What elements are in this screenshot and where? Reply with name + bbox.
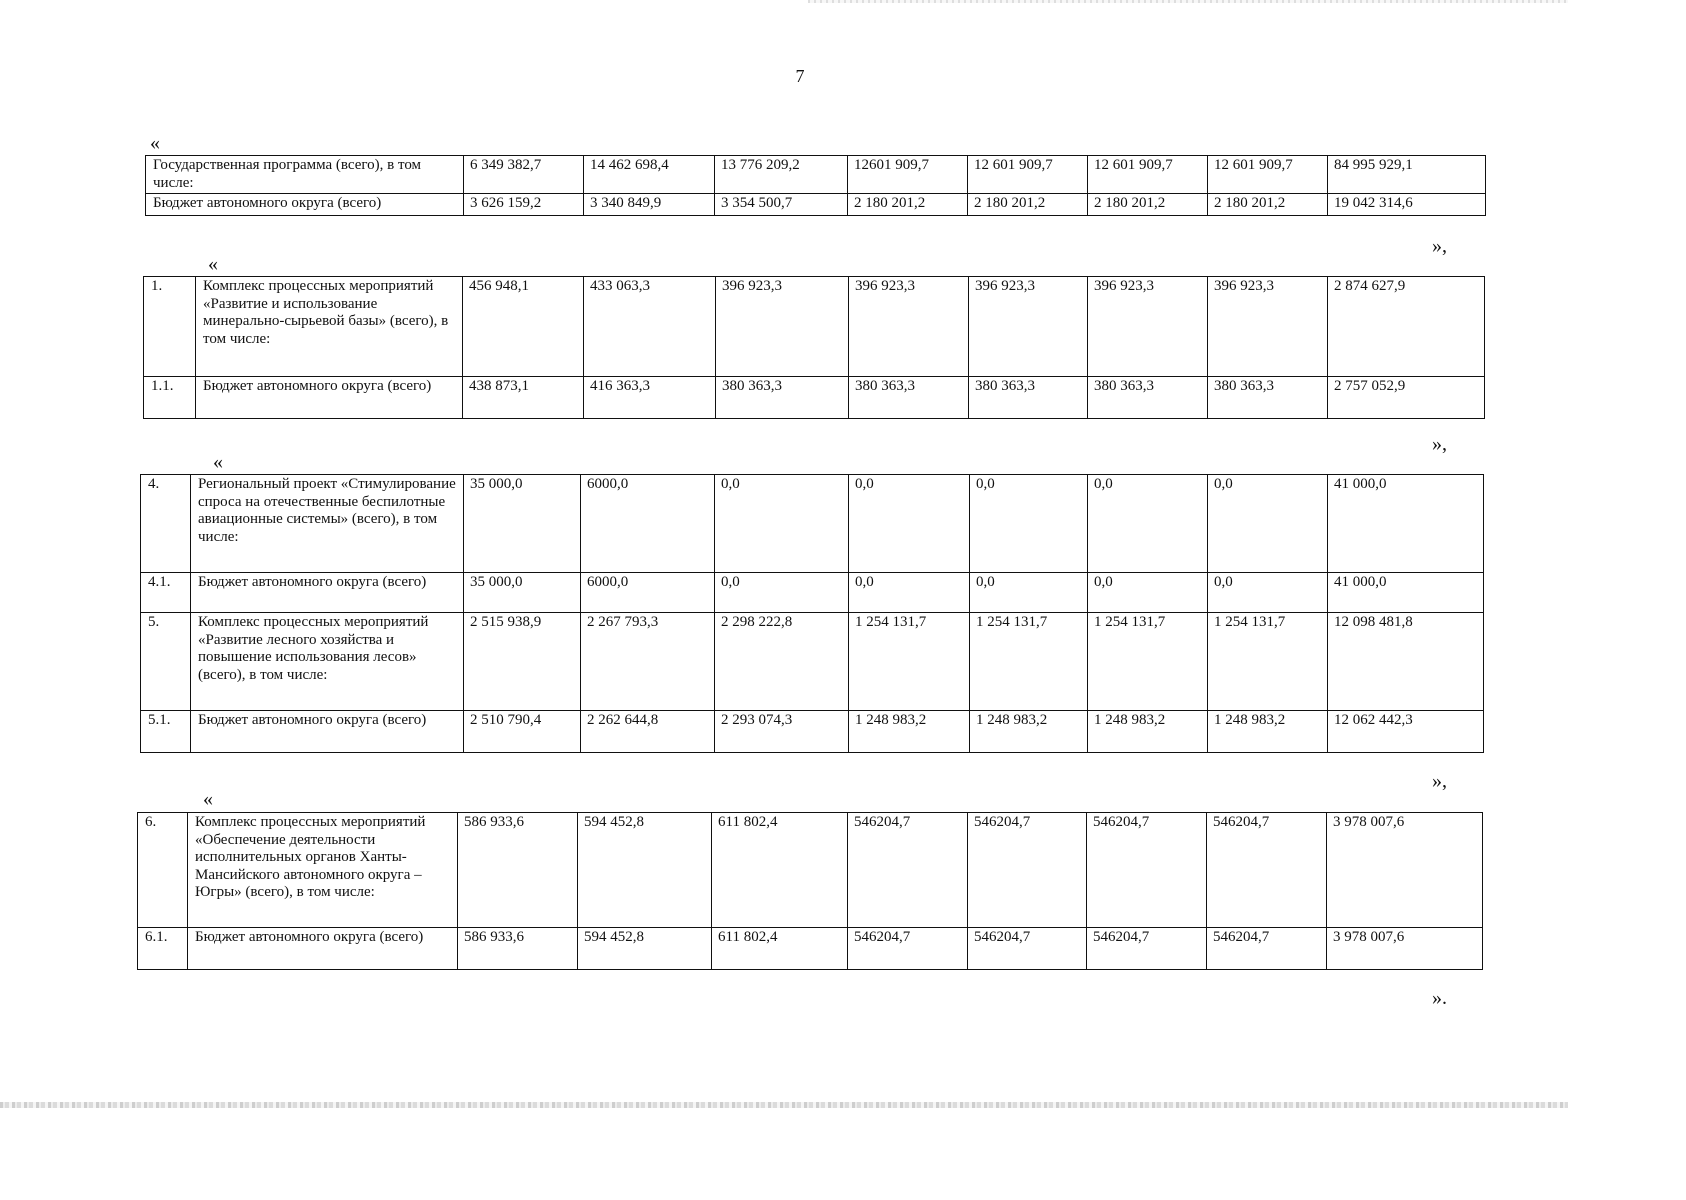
table-drones-forestry <box>140 474 1484 753</box>
table-row <box>144 377 1485 419</box>
year-value-cell: 396 923,3 <box>1088 277 1208 377</box>
row-label: Бюджет автономного округа (всего) <box>146 194 464 216</box>
row-number: 6.1. <box>138 928 188 970</box>
year-value-cell: 35 000,0 <box>464 475 581 573</box>
year-value-cell: 611 802,4 <box>712 813 848 928</box>
table-row <box>141 475 1484 573</box>
year-value-cell: 611 802,4 <box>712 928 848 970</box>
year-value-cell: 2 180 201,2 <box>1208 194 1328 216</box>
close-quote-3: », <box>1432 770 1447 792</box>
year-value-cell: 2 180 201,2 <box>1088 194 1208 216</box>
year-value-cell: 12 601 909,7 <box>1208 156 1328 194</box>
year-value-cell: 1 254 131,7 <box>1208 613 1328 711</box>
total-cell: 12 062 442,3 <box>1328 711 1484 753</box>
total-cell: 19 042 314,6 <box>1328 194 1486 216</box>
row-label: Бюджет автономного округа (всего) <box>196 377 463 419</box>
year-value-cell: 35 000,0 <box>464 573 581 613</box>
open-quote-4: « <box>203 788 213 810</box>
year-value-cell: 1 254 131,7 <box>970 613 1088 711</box>
row-number: 1. <box>144 277 196 377</box>
row-label: Комплекс процессных мероприятий «Обеспечение деятельности исполнительных органов Ханты-Мансийского автономного округа – Югры» (всего), в том числе: <box>188 813 458 928</box>
total-cell: 84 995 929,1 <box>1328 156 1486 194</box>
close-quote-1: », <box>1432 235 1447 257</box>
row-label: Государственная программа (всего), в том числе: <box>146 156 464 194</box>
total-cell: 2 874 627,9 <box>1328 277 1485 377</box>
row-number: 4.1. <box>141 573 191 613</box>
table-row <box>146 156 1486 194</box>
year-value-cell: 380 363,3 <box>969 377 1088 419</box>
year-value-cell: 2 515 938,9 <box>464 613 581 711</box>
year-value-cell: 1 248 983,2 <box>1088 711 1208 753</box>
year-value-cell: 0,0 <box>1088 573 1208 613</box>
year-value-cell: 546204,7 <box>848 928 968 970</box>
scan-artifact-bottom <box>0 1102 1568 1108</box>
year-value-cell: 586 933,6 <box>458 928 578 970</box>
year-value-cell: 546204,7 <box>968 813 1087 928</box>
year-value-cell: 2 510 790,4 <box>464 711 581 753</box>
total-cell: 41 000,0 <box>1328 475 1484 573</box>
table-executive-bodies <box>137 812 1483 970</box>
year-value-cell: 3 626 159,2 <box>464 194 584 216</box>
year-value-cell: 0,0 <box>1088 475 1208 573</box>
table-row <box>141 613 1484 711</box>
year-value-cell: 2 262 644,8 <box>581 711 715 753</box>
year-value-cell: 396 923,3 <box>969 277 1088 377</box>
table-row <box>138 928 1483 970</box>
table-row <box>141 573 1484 613</box>
year-value-cell: 546204,7 <box>1207 928 1327 970</box>
year-value-cell: 0,0 <box>849 475 970 573</box>
close-quote-2: », <box>1432 433 1447 455</box>
year-value-cell: 2 298 222,8 <box>715 613 849 711</box>
year-value-cell: 546204,7 <box>848 813 968 928</box>
row-number: 6. <box>138 813 188 928</box>
total-cell: 3 978 007,6 <box>1327 928 1483 970</box>
year-value-cell: 546204,7 <box>968 928 1087 970</box>
year-value-cell: 6000,0 <box>581 475 715 573</box>
year-value-cell: 396 923,3 <box>1208 277 1328 377</box>
year-value-cell: 1 248 983,2 <box>970 711 1088 753</box>
year-value-cell: 0,0 <box>1208 475 1328 573</box>
year-value-cell: 594 452,8 <box>578 928 712 970</box>
year-value-cell: 2 293 074,3 <box>715 711 849 753</box>
year-value-cell: 0,0 <box>849 573 970 613</box>
year-value-cell: 12601 909,7 <box>848 156 968 194</box>
year-value-cell: 2 180 201,2 <box>968 194 1088 216</box>
year-value-cell: 396 923,3 <box>716 277 849 377</box>
year-value-cell: 12 601 909,7 <box>1088 156 1208 194</box>
table-row <box>141 711 1484 753</box>
year-value-cell: 2 267 793,3 <box>581 613 715 711</box>
year-value-cell: 2 180 201,2 <box>848 194 968 216</box>
year-value-cell: 1 248 983,2 <box>849 711 970 753</box>
total-cell: 3 978 007,6 <box>1327 813 1483 928</box>
year-value-cell: 0,0 <box>970 573 1088 613</box>
page-number: 7 <box>795 66 805 86</box>
scan-artifact-top <box>808 0 1568 3</box>
row-label: Бюджет автономного округа (всего) <box>191 573 464 613</box>
table-row <box>144 277 1485 377</box>
year-value-cell: 1 254 131,7 <box>1088 613 1208 711</box>
year-value-cell: 12 601 909,7 <box>968 156 1088 194</box>
year-value-cell: 586 933,6 <box>458 813 578 928</box>
open-quote-3: « <box>213 451 223 473</box>
year-value-cell: 456 948,1 <box>463 277 584 377</box>
year-value-cell: 13 776 209,2 <box>715 156 848 194</box>
total-cell: 12 098 481,8 <box>1328 613 1484 711</box>
row-label: Региональный проект «Стимулирование спроса на отечественные беспилотные авиационные системы» (всего), в том числе: <box>191 475 464 573</box>
row-number: 5.1. <box>141 711 191 753</box>
year-value-cell: 6 349 382,7 <box>464 156 584 194</box>
year-value-cell: 0,0 <box>970 475 1088 573</box>
table-row <box>146 194 1486 216</box>
year-value-cell: 594 452,8 <box>578 813 712 928</box>
year-value-cell: 1 254 131,7 <box>849 613 970 711</box>
year-value-cell: 0,0 <box>715 475 849 573</box>
table-mineral-base <box>143 276 1485 419</box>
year-value-cell: 396 923,3 <box>849 277 969 377</box>
year-value-cell: 433 063,3 <box>584 277 716 377</box>
year-value-cell: 3 340 849,9 <box>584 194 715 216</box>
year-value-cell: 380 363,3 <box>1088 377 1208 419</box>
year-value-cell: 380 363,3 <box>849 377 969 419</box>
year-value-cell: 6000,0 <box>581 573 715 613</box>
year-value-cell: 416 363,3 <box>584 377 716 419</box>
year-value-cell: 546204,7 <box>1207 813 1327 928</box>
table-program-total <box>145 155 1486 216</box>
table-row <box>138 813 1483 928</box>
year-value-cell: 3 354 500,7 <box>715 194 848 216</box>
total-cell: 41 000,0 <box>1328 573 1484 613</box>
row-label: Комплекс процессных мероприятий «Развитие лесного хозяйства и повышение использования лесов» (всего), в том числе: <box>191 613 464 711</box>
total-cell: 2 757 052,9 <box>1328 377 1485 419</box>
year-value-cell: 14 462 698,4 <box>584 156 715 194</box>
year-value-cell: 0,0 <box>1208 573 1328 613</box>
year-value-cell: 0,0 <box>715 573 849 613</box>
year-value-cell: 380 363,3 <box>716 377 849 419</box>
year-value-cell: 438 873,1 <box>463 377 584 419</box>
year-value-cell: 1 248 983,2 <box>1208 711 1328 753</box>
row-label: Бюджет автономного округа (всего) <box>188 928 458 970</box>
row-label: Комплекс процессных мероприятий «Развитие и использование минерально-сырьевой базы» (всего), в том числе: <box>196 277 463 377</box>
year-value-cell: 546204,7 <box>1087 813 1207 928</box>
open-quote-2: « <box>208 253 218 275</box>
year-value-cell: 546204,7 <box>1087 928 1207 970</box>
row-number: 1.1. <box>144 377 196 419</box>
close-quote-final: ». <box>1432 987 1447 1009</box>
row-number: 4. <box>141 475 191 573</box>
row-label: Бюджет автономного округа (всего) <box>191 711 464 753</box>
year-value-cell: 380 363,3 <box>1208 377 1328 419</box>
open-quote-1: « <box>150 132 160 154</box>
row-number: 5. <box>141 613 191 711</box>
